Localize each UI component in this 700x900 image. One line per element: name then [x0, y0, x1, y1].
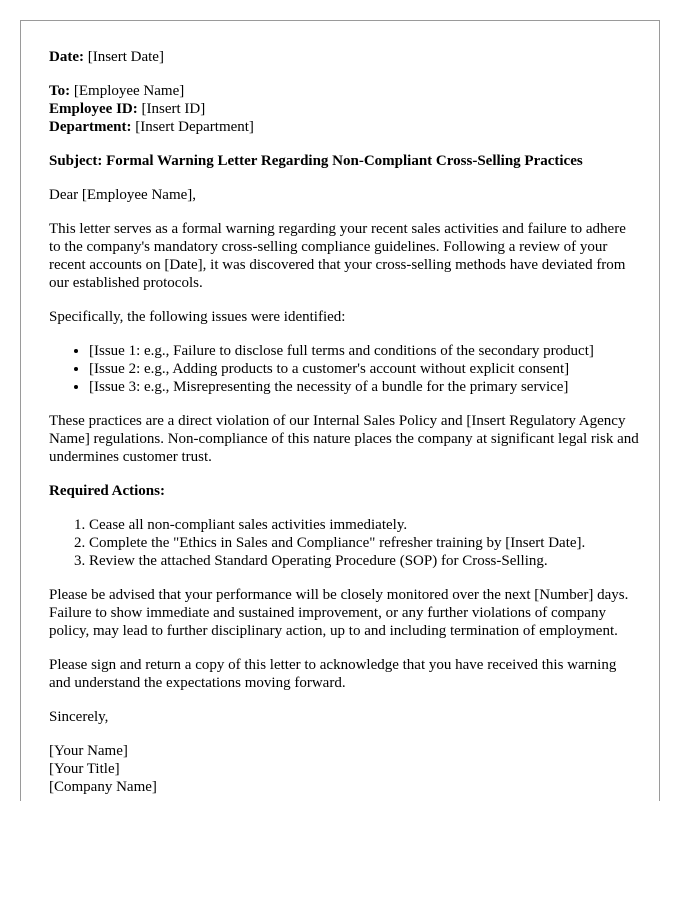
list-item: • [Issue 1: e.g., Failure to disclose full terms and conditions of the secondary product] [89, 342, 639, 360]
date-value: [Insert Date] [83, 49, 164, 65]
employee-id-label: Employee ID: [49, 101, 138, 117]
paragraph-monitoring: Please be advised that your performance will be closely monitored over the next [Number] days. Failure to show immediate and sustained improvement, or any further violations of company policy, may lead to further disciplinary action, up to and including termination of employment. [49, 587, 629, 639]
issues-list [49, 342, 639, 396]
date-label: Date: [49, 49, 84, 65]
actions-heading: Required Actions: [49, 483, 165, 499]
signature-name: [Your Name] [49, 743, 128, 759]
employee-id-value: [Insert ID] [137, 101, 206, 117]
actions-list [49, 516, 639, 570]
salutation: Dear [Employee Name], [49, 187, 197, 203]
list-item: 1. Cease all non-compliant sales activities immediately. [89, 516, 639, 534]
signature-title: [Your Title] [49, 761, 120, 777]
list-item: • [Issue 2: e.g., Adding products to a customer's account without explicit consent] [89, 360, 639, 378]
department-value: [Insert Department] [131, 119, 254, 135]
letter-page [20, 20, 660, 801]
date-block [49, 48, 639, 66]
issues-intro: Specifically, the following issues were identified: [49, 309, 346, 325]
to-label: To: [49, 83, 71, 99]
department-line [49, 118, 639, 136]
list-item: 3. Review the attached Standard Operating Procedure (SOP) for Cross-Selling. [89, 552, 639, 570]
paragraph-violation: These practices are a direct violation of our Internal Sales Policy and [Insert Regulatory Agency Name] regulations. Non-compliance of this nature places the company at significant legal risk and undermines customer trust. [49, 413, 639, 465]
list-item: • [Issue 3: e.g., Misrepresenting the necessity of a bundle for the primary service] [89, 378, 639, 396]
subject-line: Subject: Formal Warning Letter Regarding Non-Compliant Cross-Selling Practices [49, 153, 583, 169]
paragraph-acknowledge: Please sign and return a copy of this letter to acknowledge that you have received this warning and understand the expectations moving forward. [49, 657, 617, 691]
to-line [49, 82, 639, 100]
date-line [49, 48, 639, 66]
list-item: 2. Complete the "Ethics in Sales and Compliance" refresher training by [Insert Date]. [89, 534, 639, 552]
to-value: [Employee Name] [70, 83, 185, 99]
paragraph-intro: This letter serves as a formal warning regarding your recent sales activities and failure to adhere to the company's mandatory cross-selling compliance guidelines. Following a review of your recent accounts on [Date], it was discovered that your cross-selling methods have deviated from our established protocols. [49, 221, 626, 291]
signature-company: [Company Name] [49, 779, 157, 795]
signature-block [49, 742, 639, 796]
department-label: Department: [49, 119, 132, 135]
recipient-block [49, 82, 639, 136]
employee-id-line [49, 100, 639, 118]
closing: Sincerely, [49, 709, 109, 725]
letter-content [49, 48, 639, 796]
